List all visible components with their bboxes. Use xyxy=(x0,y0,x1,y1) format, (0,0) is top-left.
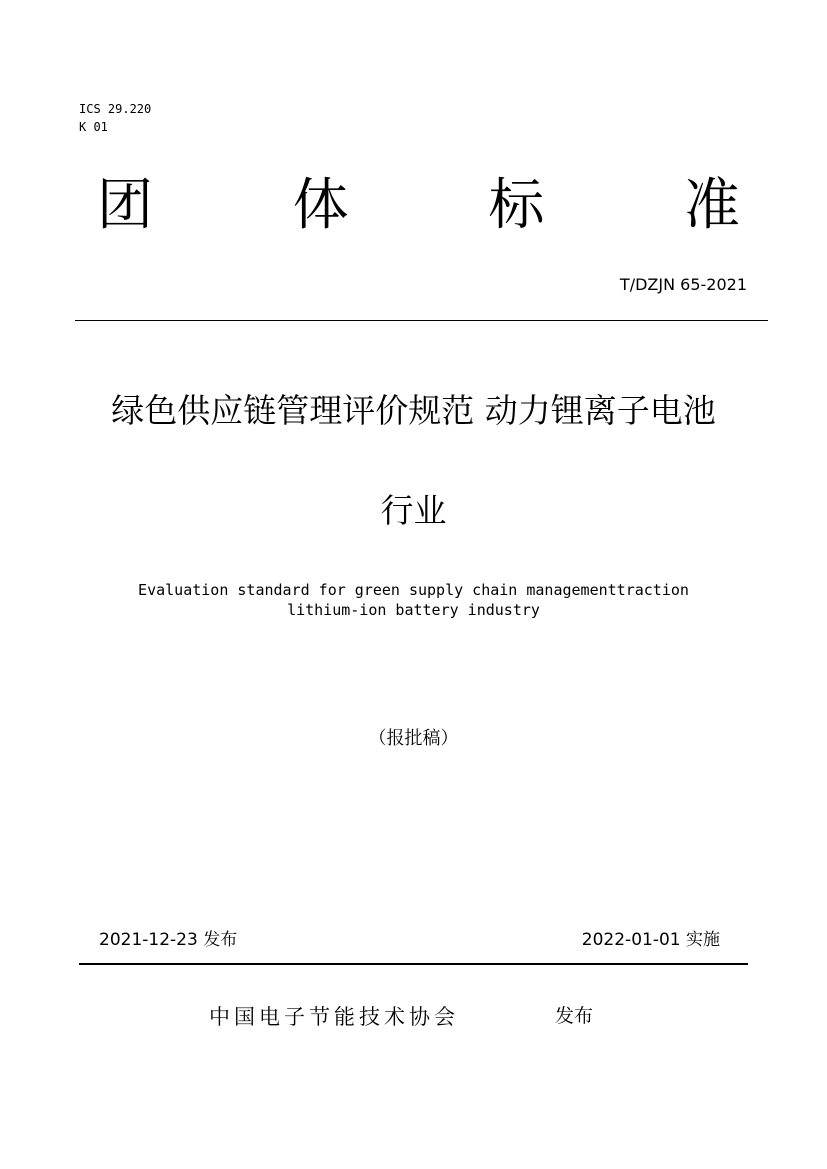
top-divider xyxy=(75,320,768,321)
standard-number: T/DZJN 65-2021 xyxy=(619,275,747,294)
implementation-date: 2022-01-01 实施 xyxy=(581,930,720,950)
chinese-title-line-1: 绿色供应链管理评价规范 动力锂离子电池 xyxy=(111,391,716,430)
english-title-line-1: Evaluation standard for green supply chain managementtraction xyxy=(138,581,689,599)
chinese-title-line-2: 行业 xyxy=(380,491,447,530)
english-title-line-2: lithium-ion battery industry xyxy=(287,601,540,619)
document-type-heading xyxy=(97,172,740,240)
publish-label: 发布 xyxy=(555,1005,594,1027)
ics-code: ICS 29.220 xyxy=(79,102,152,116)
heading-char: 团 xyxy=(97,173,153,238)
release-date: 2021-12-23 发布 xyxy=(99,930,238,950)
heading-char: 标 xyxy=(488,173,545,238)
ccs-code: K 01 xyxy=(79,120,108,134)
classification-codes xyxy=(79,100,151,136)
english-title xyxy=(0,580,827,620)
heading-char: 体 xyxy=(292,173,349,238)
bottom-divider xyxy=(79,963,748,965)
draft-status: （报批稿） xyxy=(368,728,459,749)
publisher-name: 中国电子节能技术协会 xyxy=(209,1005,459,1029)
heading-char: 准 xyxy=(683,173,740,238)
